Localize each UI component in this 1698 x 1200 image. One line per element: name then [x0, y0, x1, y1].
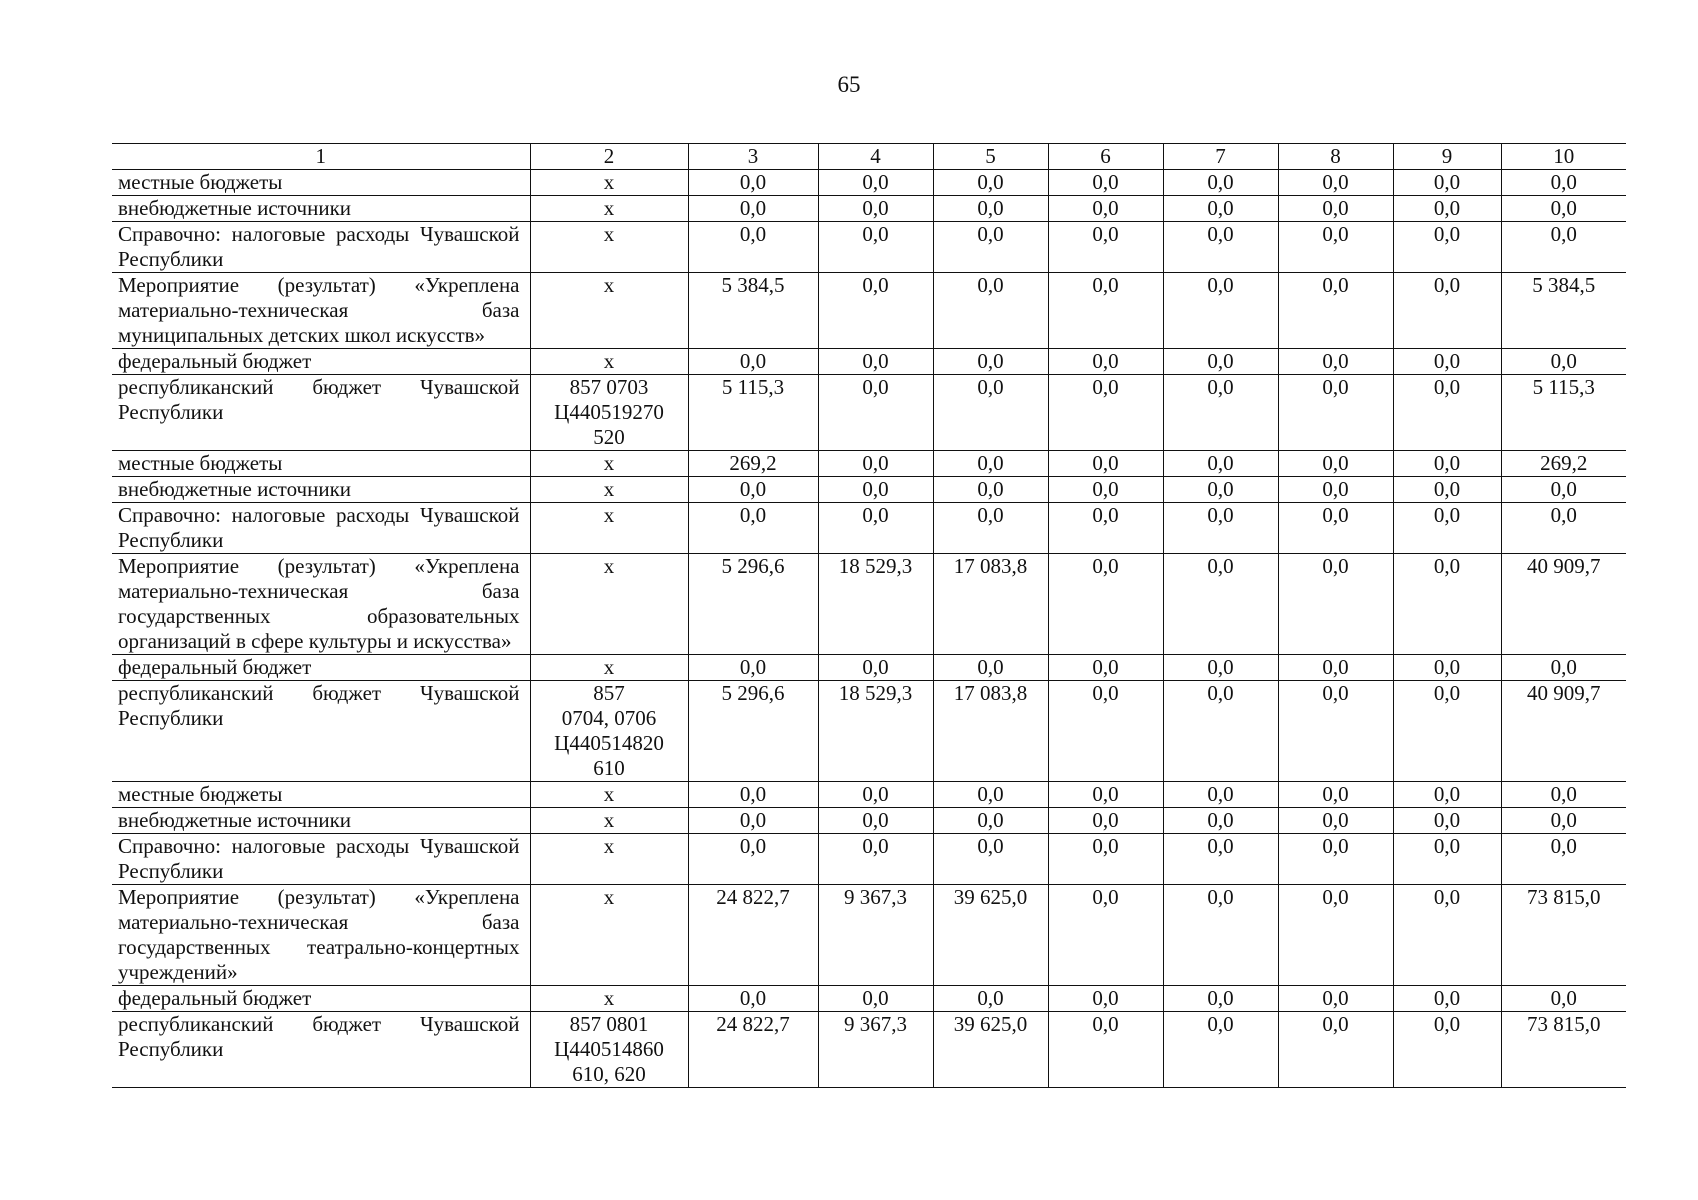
- budget-code-cell: [530, 655, 688, 681]
- amount-cell: 0,0: [933, 782, 1048, 808]
- amount-cell: 5 296,6: [688, 681, 818, 782]
- amount-cell: 0,0: [688, 808, 818, 834]
- budget-code-line: 520: [593, 425, 625, 449]
- amount-cell: 0,0: [1048, 885, 1163, 986]
- budget-code-line: 610: [593, 756, 625, 780]
- row-name-cell: местные бюджеты: [112, 170, 530, 196]
- budget-code-cell: [530, 451, 688, 477]
- amount-cell: 39 625,0: [933, 1012, 1048, 1088]
- amount-cell: 0,0: [1278, 222, 1393, 273]
- budget-code-cell: [530, 885, 688, 986]
- amount-cell: 0,0: [818, 375, 933, 451]
- amount-cell: 0,0: [1278, 273, 1393, 349]
- amount-cell: 0,0: [1048, 1012, 1163, 1088]
- budget-code-line: х: [603, 349, 615, 373]
- budget-code-line: х: [603, 782, 615, 806]
- amount-cell: 0,0: [1278, 503, 1393, 554]
- row-name-cell: Справочно: налоговые расходы Чувашской Республики: [112, 222, 530, 273]
- table-body: [112, 170, 1626, 1088]
- amount-cell: 0,0: [1278, 681, 1393, 782]
- amount-cell: 0,0: [1048, 782, 1163, 808]
- table-row: [112, 196, 1626, 222]
- amount-cell: 0,0: [818, 477, 933, 503]
- amount-cell: 0,0: [1278, 986, 1393, 1012]
- amount-cell: 39 625,0: [933, 885, 1048, 986]
- amount-cell: 0,0: [688, 222, 818, 273]
- amount-cell: 73 815,0: [1501, 1012, 1626, 1088]
- amount-cell: 0,0: [1048, 222, 1163, 273]
- table-row: [112, 986, 1626, 1012]
- amount-cell: 0,0: [1393, 222, 1501, 273]
- amount-cell: 0,0: [1393, 170, 1501, 196]
- amount-cell: 0,0: [1163, 554, 1278, 655]
- row-name-cell: внебюджетные источники: [112, 808, 530, 834]
- amount-cell: 0,0: [933, 655, 1048, 681]
- amount-cell: 0,0: [688, 196, 818, 222]
- row-name-cell: внебюджетные источники: [112, 477, 530, 503]
- amount-cell: 0,0: [1163, 986, 1278, 1012]
- row-name-cell: Мероприятие (результат) «Укреплена материально-техническая база государственных образовательных организаций в сфере культуры и искусства»: [112, 554, 530, 655]
- amount-cell: 0,0: [1163, 451, 1278, 477]
- header-cell: 1: [112, 144, 530, 170]
- amount-cell: 0,0: [1048, 655, 1163, 681]
- row-name-cell: федеральный бюджет: [112, 349, 530, 375]
- amount-cell: 0,0: [1163, 681, 1278, 782]
- budget-code-line: х: [603, 222, 615, 246]
- amount-cell: 9 367,3: [818, 885, 933, 986]
- amount-cell: 0,0: [1393, 503, 1501, 554]
- amount-cell: 0,0: [1048, 349, 1163, 375]
- budget-code-line: х: [603, 834, 615, 858]
- amount-cell: 0,0: [1048, 808, 1163, 834]
- table-row: [112, 554, 1626, 655]
- amount-cell: 0,0: [1048, 834, 1163, 885]
- table-row: [112, 782, 1626, 808]
- row-name-cell: Мероприятие (результат) «Укреплена материально-техническая база муниципальных детских школ искусств»: [112, 273, 530, 349]
- amount-cell: 0,0: [1163, 477, 1278, 503]
- amount-cell: 0,0: [1393, 273, 1501, 349]
- amount-cell: 5 384,5: [1501, 273, 1626, 349]
- budget-code-line: х: [603, 503, 615, 527]
- amount-cell: 0,0: [1393, 1012, 1501, 1088]
- amount-cell: 0,0: [688, 477, 818, 503]
- budget-code-cell: [530, 222, 688, 273]
- budget-code-line: х: [603, 554, 615, 578]
- amount-cell: 24 822,7: [688, 885, 818, 986]
- amount-cell: 0,0: [933, 170, 1048, 196]
- amount-cell: 0,0: [1501, 222, 1626, 273]
- amount-cell: 0,0: [688, 782, 818, 808]
- amount-cell: 0,0: [688, 834, 818, 885]
- amount-cell: 0,0: [1278, 349, 1393, 375]
- amount-cell: 0,0: [818, 349, 933, 375]
- amount-cell: 0,0: [1393, 681, 1501, 782]
- header-cell: 7: [1163, 144, 1278, 170]
- amount-cell: 0,0: [1278, 375, 1393, 451]
- budget-code-line: х: [603, 451, 615, 475]
- amount-cell: 0,0: [1048, 273, 1163, 349]
- table-row: [112, 655, 1626, 681]
- amount-cell: 0,0: [1501, 477, 1626, 503]
- amount-cell: 0,0: [688, 170, 818, 196]
- amount-cell: 0,0: [818, 170, 933, 196]
- table-row: [112, 885, 1626, 986]
- amount-cell: 9 367,3: [818, 1012, 933, 1088]
- header-cell: 3: [688, 144, 818, 170]
- amount-cell: 0,0: [1393, 349, 1501, 375]
- budget-code-cell: [530, 1012, 688, 1088]
- budget-code-line: х: [603, 477, 615, 501]
- table-row: [112, 451, 1626, 477]
- budget-code-cell: [530, 349, 688, 375]
- amount-cell: 17 083,8: [933, 554, 1048, 655]
- amount-cell: 0,0: [818, 986, 933, 1012]
- amount-cell: 0,0: [933, 477, 1048, 503]
- amount-cell: 0,0: [818, 196, 933, 222]
- row-name-cell: республиканский бюджет Чувашской Республики: [112, 1012, 530, 1088]
- amount-cell: 269,2: [1501, 451, 1626, 477]
- budget-code-line: Ц440519270: [554, 400, 664, 424]
- budget-code-line: х: [603, 273, 615, 297]
- amount-cell: 0,0: [1278, 834, 1393, 885]
- amount-cell: 0,0: [933, 503, 1048, 554]
- amount-cell: 0,0: [1278, 477, 1393, 503]
- amount-cell: 0,0: [1501, 196, 1626, 222]
- amount-cell: 0,0: [818, 834, 933, 885]
- amount-cell: 0,0: [1048, 681, 1163, 782]
- amount-cell: 5 296,6: [688, 554, 818, 655]
- budget-code-cell: [530, 834, 688, 885]
- amount-cell: 24 822,7: [688, 1012, 818, 1088]
- amount-cell: 73 815,0: [1501, 885, 1626, 986]
- amount-cell: 0,0: [1393, 782, 1501, 808]
- amount-cell: 0,0: [1163, 1012, 1278, 1088]
- table-row: [112, 808, 1626, 834]
- row-name-cell: внебюджетные источники: [112, 196, 530, 222]
- amount-cell: 0,0: [1278, 808, 1393, 834]
- header-row: [112, 144, 1626, 170]
- amount-cell: 0,0: [1163, 885, 1278, 986]
- amount-cell: 0,0: [933, 273, 1048, 349]
- amount-cell: 0,0: [1501, 655, 1626, 681]
- amount-cell: 0,0: [933, 196, 1048, 222]
- budget-code-line: 857: [593, 681, 625, 705]
- header-cell: 6: [1048, 144, 1163, 170]
- amount-cell: 0,0: [933, 451, 1048, 477]
- amount-cell: 0,0: [1048, 170, 1163, 196]
- amount-cell: 0,0: [1501, 834, 1626, 885]
- amount-cell: 0,0: [1163, 808, 1278, 834]
- row-name-cell: республиканский бюджет Чувашской Республики: [112, 681, 530, 782]
- table-row: [112, 681, 1626, 782]
- amount-cell: 269,2: [688, 451, 818, 477]
- amount-cell: 0,0: [818, 503, 933, 554]
- amount-cell: 0,0: [688, 986, 818, 1012]
- amount-cell: 0,0: [1048, 196, 1163, 222]
- amount-cell: 0,0: [1163, 503, 1278, 554]
- amount-cell: 0,0: [933, 375, 1048, 451]
- amount-cell: 0,0: [1501, 986, 1626, 1012]
- budget-code-line: Ц440514820: [554, 731, 664, 755]
- row-name-cell: местные бюджеты: [112, 782, 530, 808]
- amount-cell: 17 083,8: [933, 681, 1048, 782]
- amount-cell: 0,0: [818, 782, 933, 808]
- amount-cell: 40 909,7: [1501, 681, 1626, 782]
- budget-code-line: х: [603, 808, 615, 832]
- amount-cell: 5 115,3: [1501, 375, 1626, 451]
- table-row: [112, 349, 1626, 375]
- amount-cell: 0,0: [1278, 885, 1393, 986]
- amount-cell: 0,0: [818, 808, 933, 834]
- budget-code-line: х: [603, 196, 615, 220]
- amount-cell: 18 529,3: [818, 554, 933, 655]
- amount-cell: 0,0: [1278, 1012, 1393, 1088]
- header-cell: 4: [818, 144, 933, 170]
- amount-cell: 5 115,3: [688, 375, 818, 451]
- budget-code-cell: [530, 375, 688, 451]
- amount-cell: 0,0: [688, 503, 818, 554]
- amount-cell: 40 909,7: [1501, 554, 1626, 655]
- budget-code-cell: [530, 986, 688, 1012]
- header-cell: 5: [933, 144, 1048, 170]
- budget-code-line: 857 0703: [569, 375, 649, 399]
- amount-cell: 0,0: [688, 655, 818, 681]
- amount-cell: 5 384,5: [688, 273, 818, 349]
- amount-cell: 0,0: [1278, 655, 1393, 681]
- budget-code-cell: [530, 170, 688, 196]
- amount-cell: 0,0: [1278, 451, 1393, 477]
- amount-cell: 0,0: [1393, 655, 1501, 681]
- table-row: [112, 375, 1626, 451]
- row-name-cell: федеральный бюджет: [112, 986, 530, 1012]
- budget-code-line: 0704, 0706: [561, 706, 657, 730]
- amount-cell: 0,0: [1048, 451, 1163, 477]
- budget-code-cell: [530, 681, 688, 782]
- amount-cell: 0,0: [1048, 375, 1163, 451]
- amount-cell: 0,0: [818, 655, 933, 681]
- budget-code-line: х: [603, 885, 615, 909]
- amount-cell: 0,0: [1048, 477, 1163, 503]
- amount-cell: 0,0: [933, 834, 1048, 885]
- budget-code-cell: [530, 503, 688, 554]
- amount-cell: 0,0: [1163, 170, 1278, 196]
- amount-cell: 0,0: [1393, 554, 1501, 655]
- budget-code-line: 857 0801: [569, 1012, 649, 1036]
- amount-cell: 0,0: [1048, 503, 1163, 554]
- page-number: 65: [837, 72, 861, 97]
- header-cell: 10: [1501, 144, 1626, 170]
- table-row: [112, 222, 1626, 273]
- amount-cell: 0,0: [1278, 782, 1393, 808]
- amount-cell: 0,0: [1501, 503, 1626, 554]
- amount-cell: 0,0: [688, 349, 818, 375]
- row-name-cell: республиканский бюджет Чувашской Республики: [112, 375, 530, 451]
- amount-cell: 0,0: [933, 808, 1048, 834]
- header-cell: 8: [1278, 144, 1393, 170]
- amount-cell: 0,0: [1278, 554, 1393, 655]
- amount-cell: 0,0: [1163, 349, 1278, 375]
- budget-code-line: х: [603, 655, 615, 679]
- amount-cell: 0,0: [1048, 554, 1163, 655]
- amount-cell: 0,0: [818, 451, 933, 477]
- amount-cell: 0,0: [1163, 222, 1278, 273]
- table-row: [112, 170, 1626, 196]
- row-name-cell: местные бюджеты: [112, 451, 530, 477]
- budget-table: [112, 143, 1626, 1088]
- amount-cell: 0,0: [1163, 655, 1278, 681]
- amount-cell: 0,0: [1278, 196, 1393, 222]
- amount-cell: 0,0: [1163, 834, 1278, 885]
- amount-cell: 0,0: [1393, 375, 1501, 451]
- budget-code-cell: [530, 273, 688, 349]
- table-row: [112, 503, 1626, 554]
- table-row: [112, 1012, 1626, 1088]
- amount-cell: 0,0: [1163, 273, 1278, 349]
- budget-code-line: х: [603, 986, 615, 1010]
- amount-cell: 0,0: [1163, 375, 1278, 451]
- amount-cell: 0,0: [1393, 196, 1501, 222]
- table-row: [112, 834, 1626, 885]
- row-name-cell: Справочно: налоговые расходы Чувашской Республики: [112, 503, 530, 554]
- amount-cell: 0,0: [1393, 986, 1501, 1012]
- budget-code-line: Ц440514860: [554, 1037, 664, 1061]
- amount-cell: 0,0: [1501, 170, 1626, 196]
- amount-cell: 0,0: [818, 273, 933, 349]
- budget-code-cell: [530, 782, 688, 808]
- budget-code-cell: [530, 477, 688, 503]
- amount-cell: 0,0: [1393, 477, 1501, 503]
- amount-cell: 0,0: [1501, 349, 1626, 375]
- row-name-cell: Мероприятие (результат) «Укреплена материально-техническая база государственных театрально-концертных учреждений»: [112, 885, 530, 986]
- table-row: [112, 273, 1626, 349]
- budget-code-cell: [530, 554, 688, 655]
- amount-cell: 0,0: [1501, 782, 1626, 808]
- amount-cell: 0,0: [933, 222, 1048, 273]
- amount-cell: 0,0: [1393, 808, 1501, 834]
- budget-code-line: 610, 620: [572, 1062, 646, 1086]
- budget-code-cell: [530, 196, 688, 222]
- amount-cell: 0,0: [933, 349, 1048, 375]
- table-row: [112, 477, 1626, 503]
- amount-cell: 0,0: [1393, 885, 1501, 986]
- budget-code-cell: [530, 808, 688, 834]
- amount-cell: 0,0: [1393, 834, 1501, 885]
- budget-code-line: х: [603, 170, 615, 194]
- row-name-cell: федеральный бюджет: [112, 655, 530, 681]
- amount-cell: 18 529,3: [818, 681, 933, 782]
- amount-cell: 0,0: [818, 222, 933, 273]
- amount-cell: 0,0: [1048, 986, 1163, 1012]
- amount-cell: 0,0: [1163, 782, 1278, 808]
- table-header: [112, 144, 1626, 170]
- amount-cell: 0,0: [1163, 196, 1278, 222]
- header-cell: 2: [530, 144, 688, 170]
- amount-cell: 0,0: [1278, 170, 1393, 196]
- amount-cell: 0,0: [933, 986, 1048, 1012]
- row-name-cell: Справочно: налоговые расходы Чувашской Республики: [112, 834, 530, 885]
- header-cell: 9: [1393, 144, 1501, 170]
- amount-cell: 0,0: [1501, 808, 1626, 834]
- amount-cell: 0,0: [1393, 451, 1501, 477]
